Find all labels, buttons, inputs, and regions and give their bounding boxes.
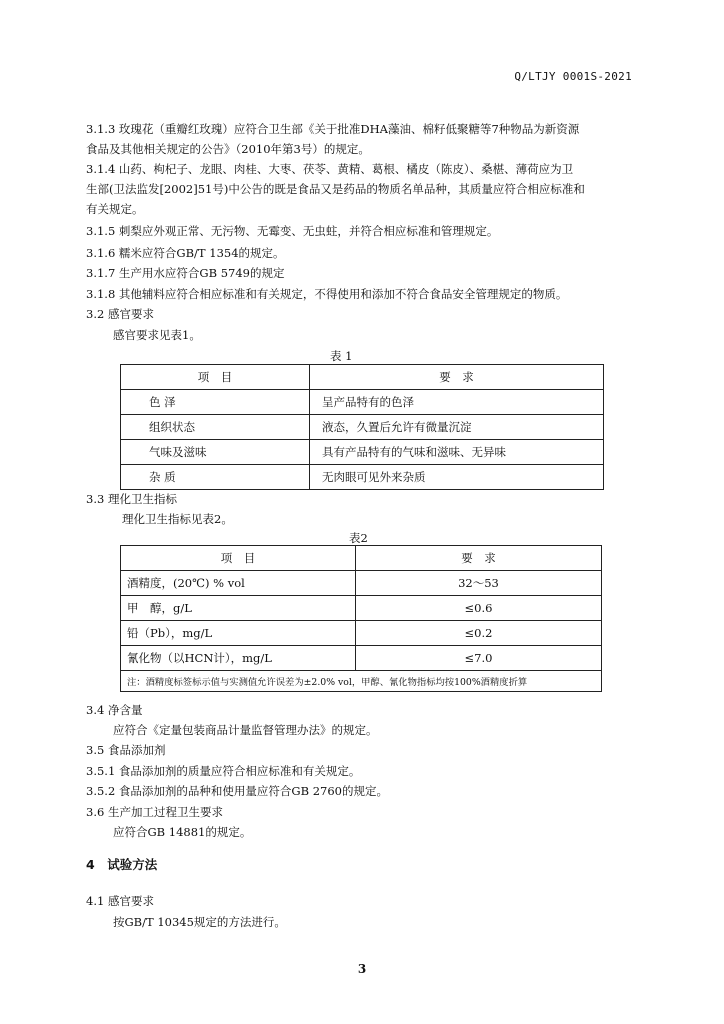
- section-3-4-title: 3.4 净含量: [86, 703, 143, 717]
- section-4-1-title: 4.1 感官要求: [86, 894, 154, 908]
- table-row: [121, 440, 604, 465]
- table-cell: ≤0.2: [356, 621, 602, 646]
- table-cell: 气味及滋味: [121, 440, 310, 465]
- section-3-3-body: 理化卫生指标见表2。: [122, 512, 233, 526]
- section-3-2-title: 3.2 感官要求: [86, 307, 154, 321]
- physicochemical-table: [120, 545, 602, 692]
- table-row: [121, 646, 602, 671]
- table-header-cell: 要 求: [310, 365, 604, 390]
- table-cell: 色 泽: [121, 390, 310, 415]
- table-cell: ≤7.0: [356, 646, 602, 671]
- clause-3-1-4-line2: 生部(卫法监发[2002]51号)中公告的既是食品又是药品的物质名单品种，其质量应符合相应标准和: [86, 182, 585, 196]
- table-row: [121, 465, 604, 490]
- table-cell: 甲 醇，g/L: [121, 596, 356, 621]
- table-row: [121, 596, 602, 621]
- table-row: [121, 621, 602, 646]
- table-row: [121, 390, 604, 415]
- table-row: [121, 415, 604, 440]
- table-cell: 液态，久置后允许有微量沉淀: [310, 415, 604, 440]
- clause-3-1-5: 3.1.5 刺梨应外观正常、无污物、无霉变、无虫蛀，并符合相应标准和管理规定。: [86, 224, 499, 238]
- table-header-cell: 项 目: [121, 546, 356, 571]
- table-cell: 氰化物（以HCN计），mg/L: [121, 646, 356, 671]
- section-3-2-body: 感官要求见表1。: [113, 328, 201, 342]
- table-note-row: [121, 671, 602, 692]
- clause-3-5-1: 3.5.1 食品添加剂的质量应符合相应标准和有关规定。: [86, 764, 361, 778]
- table-cell: 组织状态: [121, 415, 310, 440]
- table-note: 注：酒精度标签标示值与实测值允许误差为±2.0% vol，甲醇、氰化物指标均按100%酒精度折算: [121, 671, 602, 692]
- table-cell: 铅（Pb），mg/L: [121, 621, 356, 646]
- table-cell: 无肉眼可见外来杂质: [310, 465, 604, 490]
- clause-3-5-2: 3.5.2 食品添加剂的品种和使用量应符合GB 2760的规定。: [86, 784, 388, 798]
- section-3-4-body: 应符合《定量包装商品计量监督管理办法》的规定。: [113, 723, 378, 737]
- table-cell: 杂 质: [121, 465, 310, 490]
- clause-3-1-4-line3: 有关规定。: [86, 202, 144, 216]
- clause-3-1-3-line1: 3.1.3 玫瑰花（重瓣红玫瑰）应符合卫生部《关于批准DHA藻油、棉籽低聚糖等7种物品为新资源: [86, 122, 580, 136]
- section-3-6-title: 3.6 生产加工过程卫生要求: [86, 805, 223, 819]
- clause-3-1-4-line1: 3.1.4 山药、枸杞子、龙眼、肉桂、大枣、茯苓、黄精、葛根、橘皮（陈皮）、桑椹、薄荷应为卫: [86, 162, 574, 176]
- table-row: [121, 571, 602, 596]
- section-3-6-body: 应符合GB 14881的规定。: [113, 825, 252, 839]
- document-code: Q/LTJY 0001S-2021: [514, 70, 632, 83]
- sensory-table: [120, 364, 604, 490]
- table-header-row: [121, 546, 602, 571]
- table-cell: 酒精度，(20℃) % vol: [121, 571, 356, 596]
- section-4-heading: 4 试验方法: [86, 857, 158, 872]
- table-header-row: [121, 365, 604, 390]
- table1-caption: 表 1: [330, 349, 353, 363]
- clause-3-1-7: 3.1.7 生产用水应符合GB 5749的规定: [86, 266, 285, 280]
- table2-caption: 表2: [349, 531, 368, 545]
- page-number: 3: [357, 962, 367, 976]
- clause-3-1-8: 3.1.8 其他辅料应符合相应标准和有关规定，不得使用和添加不符合食品安全管理规定的物质。: [86, 287, 568, 301]
- table-header-cell: 要 求: [356, 546, 602, 571]
- table-cell: ≤0.6: [356, 596, 602, 621]
- clause-3-1-3-line2: 食品及其他相关规定的公告》（2010年第3号）的规定。: [86, 142, 370, 156]
- section-3-5-title: 3.5 食品添加剂: [86, 743, 166, 757]
- table-cell: 呈产品特有的色泽: [310, 390, 604, 415]
- clause-3-1-6: 3.1.6 糯米应符合GB/T 1354的规定。: [86, 246, 285, 260]
- section-4-1-body: 按GB/T 10345规定的方法进行。: [113, 915, 286, 929]
- section-3-3-title: 3.3 理化卫生指标: [86, 492, 177, 506]
- table-cell: 32～53: [356, 571, 602, 596]
- table-cell: 具有产品特有的气味和滋味、无异味: [310, 440, 604, 465]
- table-header-cell: 项 目: [121, 365, 310, 390]
